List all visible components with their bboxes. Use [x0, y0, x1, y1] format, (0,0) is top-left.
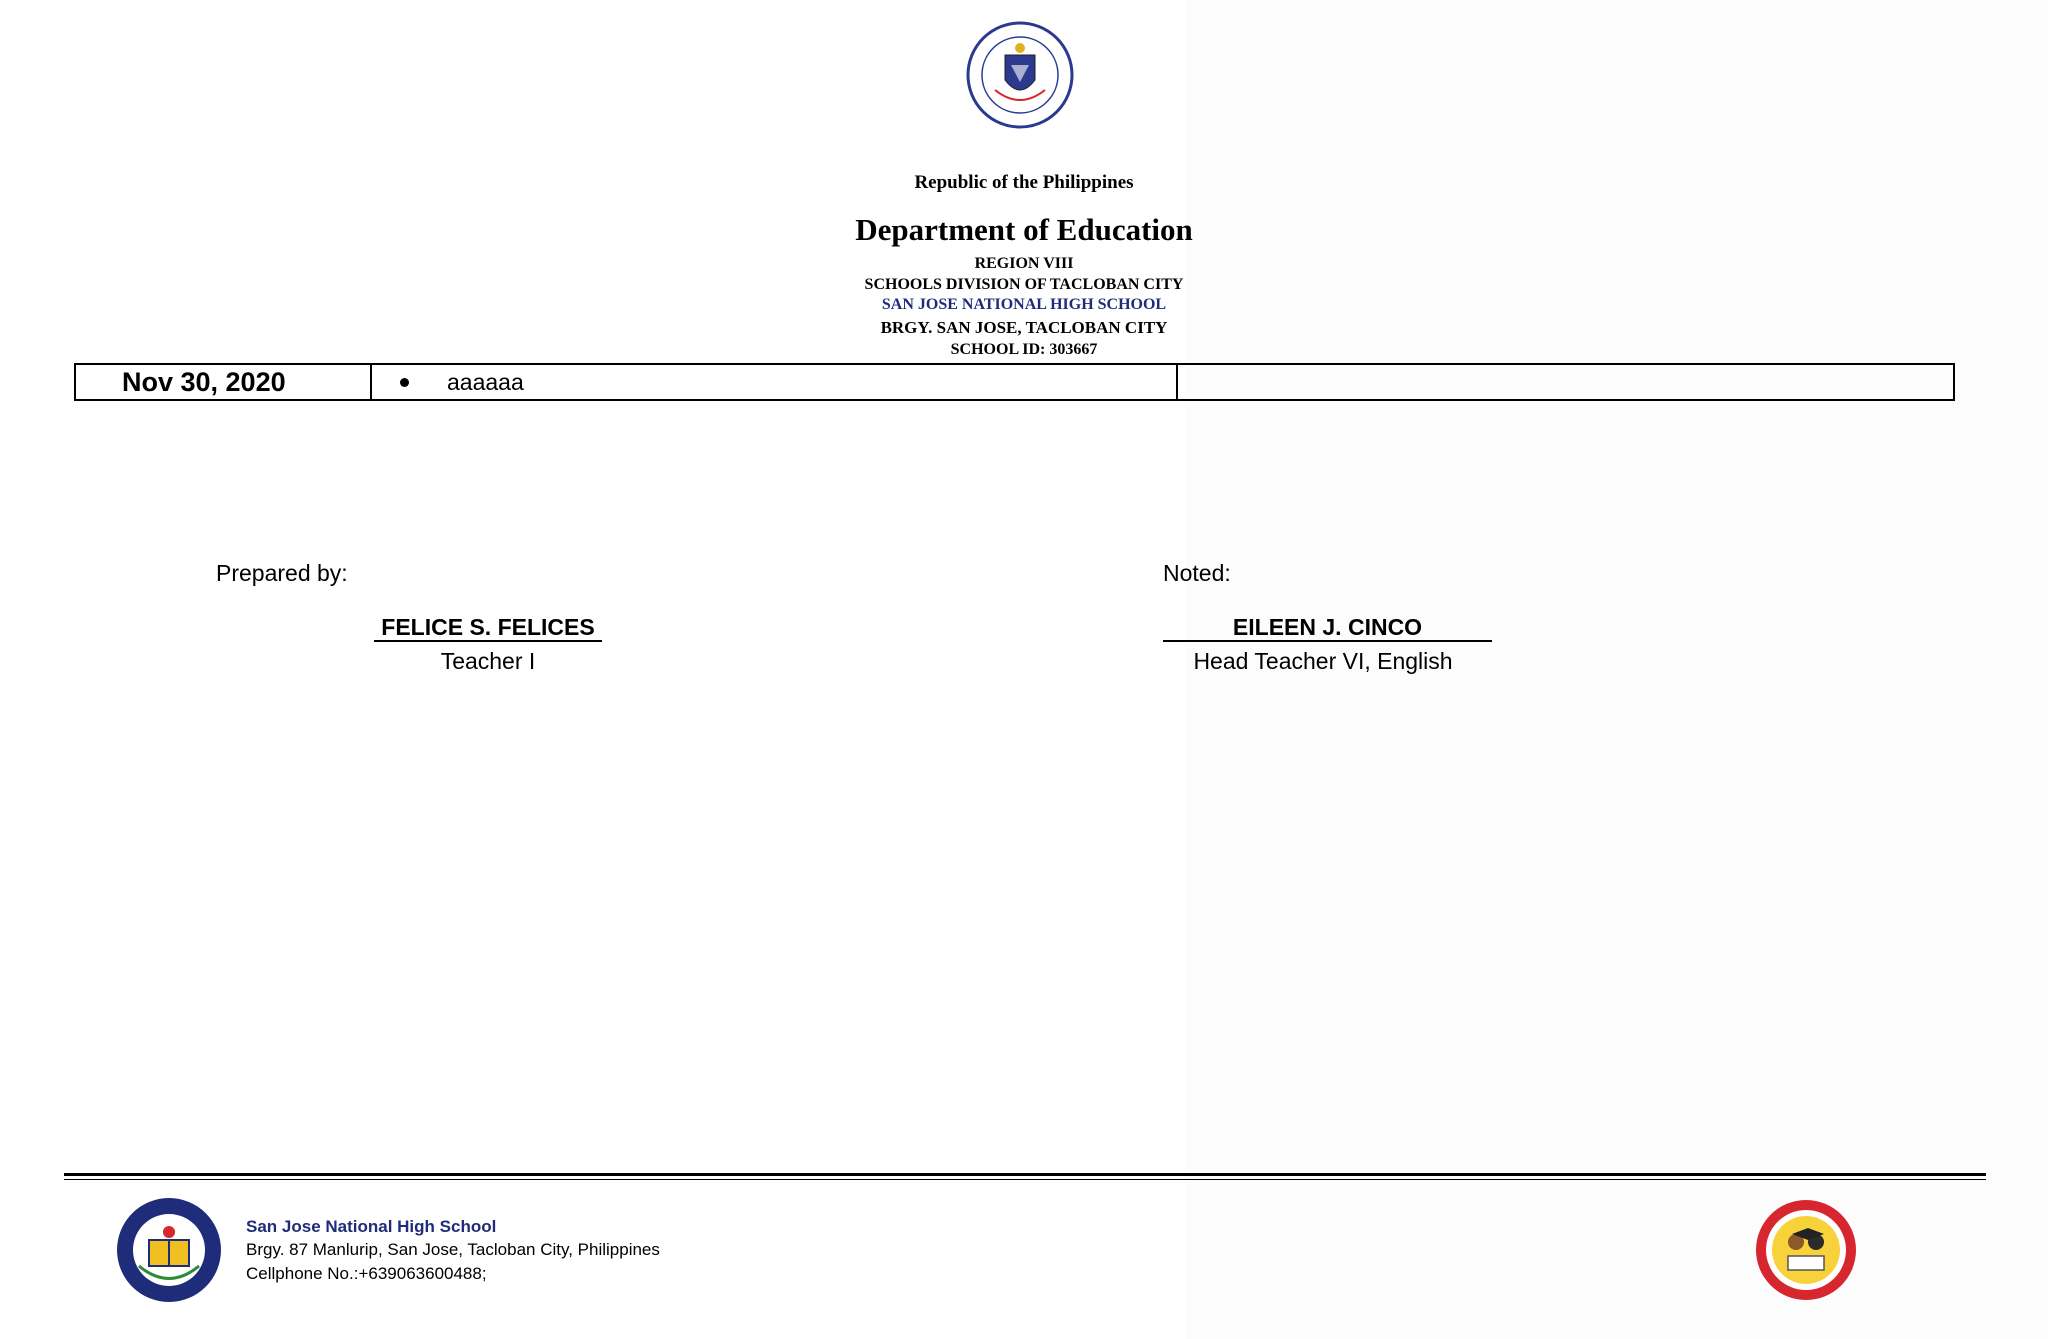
content-cell	[372, 365, 1178, 399]
division-line: SCHOOLS DIVISION OF TACLOBAN CITY	[864, 276, 1184, 293]
noted-name: EILEEN J. CINCO	[1163, 614, 1492, 642]
school-logo-right	[1752, 1198, 1860, 1302]
footer-address: Brgy. 87 Manlurip, San Jose, Tacloban City, Philippines	[246, 1240, 660, 1259]
footer-divider	[64, 1173, 1986, 1176]
prepared-name: FELICE S. FELICES	[374, 614, 602, 642]
noted-title: Head Teacher VI, English	[1193, 648, 1453, 674]
department-title: Department of Education	[855, 212, 1193, 247]
bullet-icon	[400, 378, 409, 387]
noted-label: Noted:	[1163, 560, 1231, 586]
barangay-line: BRGY. SAN JOSE, TACLOBAN CITY	[880, 318, 1168, 337]
footer-divider-thin	[64, 1179, 1986, 1180]
region-line: REGION VIII	[974, 255, 1074, 272]
republic-line: Republic of the Philippines	[914, 172, 1134, 193]
school-name-line: SAN JOSE NATIONAL HIGH SCHOOL	[881, 296, 1167, 313]
prepared-by-label: Prepared by:	[216, 560, 348, 586]
plan-table-row	[74, 363, 1955, 401]
school-id-line: SCHOOL ID: 303667	[950, 341, 1098, 358]
notes-cell	[1178, 365, 1953, 399]
footer-phone: Cellphone No.:+639063600488;	[246, 1264, 487, 1283]
prepared-title: Teacher I	[440, 648, 536, 674]
content-item: aaaaaa	[447, 368, 524, 395]
deped-seal	[965, 20, 1075, 130]
date-cell: Nov 30, 2020	[76, 365, 372, 399]
footer-school-name: San Jose National High School	[246, 1217, 497, 1236]
school-logo-left	[115, 1196, 223, 1304]
